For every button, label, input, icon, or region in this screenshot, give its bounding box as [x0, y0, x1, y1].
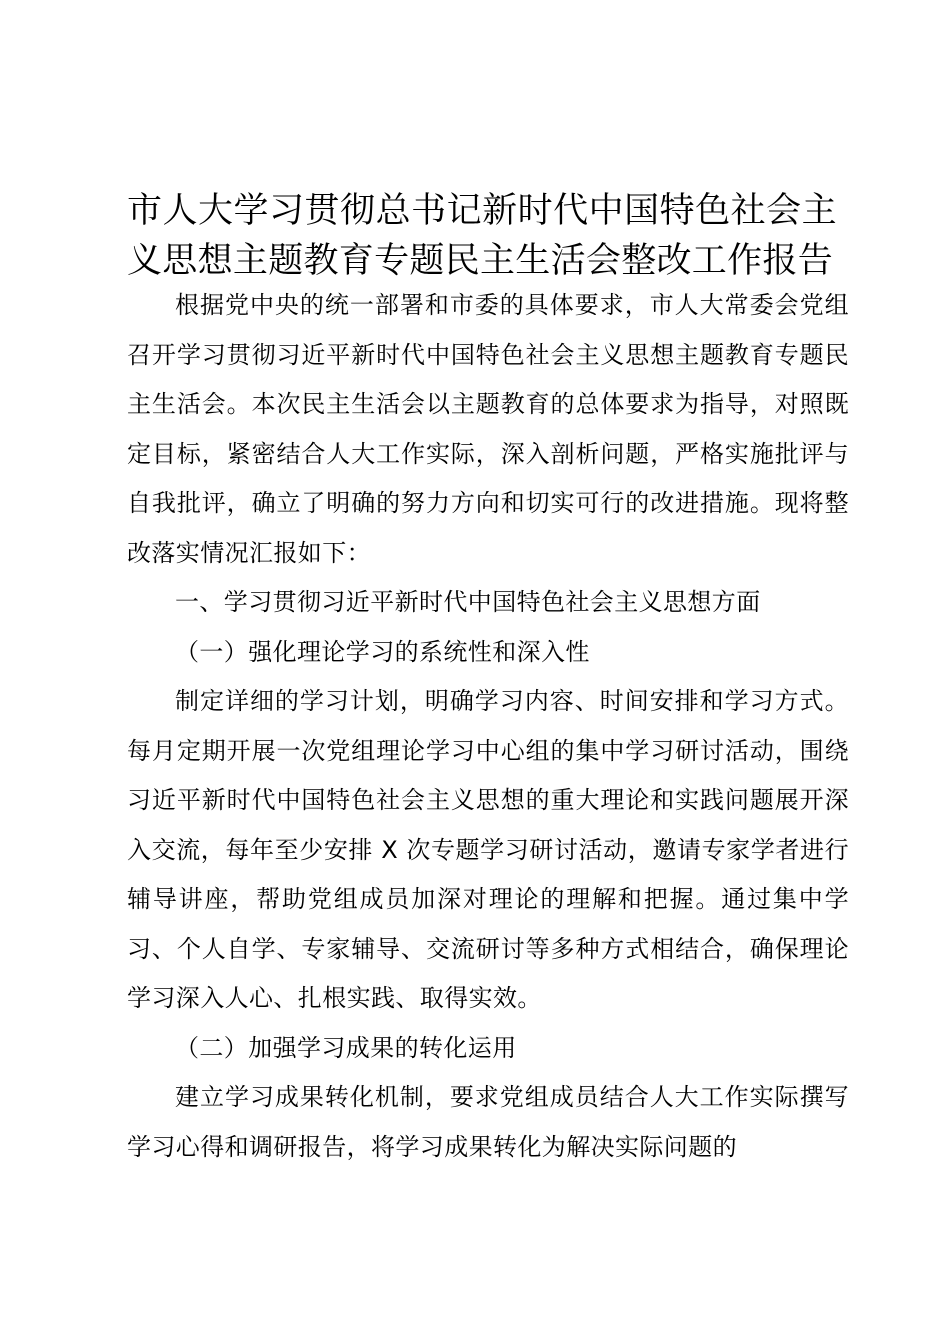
section-heading-1: 一、学习贯彻习近平新时代中国特色社会主义思想方面: [175, 588, 761, 616]
subsection-heading-2: （二）加强学习成果的转化运用: [175, 1033, 517, 1062]
subsection-2-paragraph: 建立学习成果转化机制，要求党组成员结合人大工作实际撰写学习心得和调研报告，将学习成果转化为解决实际问题的: [127, 1083, 849, 1161]
subsection-heading-1: （一）强化理论学习的系统性和深入性: [175, 637, 590, 666]
document-body: [127, 281, 849, 1172]
intro-paragraph: 根据党中央的统一部署和市委的具体要求，市人大常委会党组召开学习贯彻习近平新时代中国特色社会主义思想主题教育专题民主生活会。本次民主生活会以主题教育的总体要求为指导，对照既定目标，紧密结合人大工作实际，深入剖析问题，严格实施批评与自我批评，确立了明确的努力方向和切实可行的改进措施。现将整改落实情况汇报如下：: [127, 291, 849, 567]
document-title: 市人大学习贯彻总书记新时代中国特色社会主义思想主题教育专题民主生活会整改工作报告: [127, 191, 837, 281]
subsection-1-paragraph: 制定详细的学习计划，明确学习内容、时间安排和学习方式。每月定期开展一次党组理论学习中心组的集中学习研讨活动，围绕习近平新时代中国特色社会主义思想的重大理论和实践问题展开深入交流，每年至少安排 X 次专题学习研讨活动，邀请专家学者进行辅导讲座，帮助党组成员加深对理论的理解和把握。通过集中学习、个人自学、专家辅导、交流研讨等多种方式相结合，确保理论学习深入人心、扎根实践、取得实效。: [127, 687, 849, 1012]
